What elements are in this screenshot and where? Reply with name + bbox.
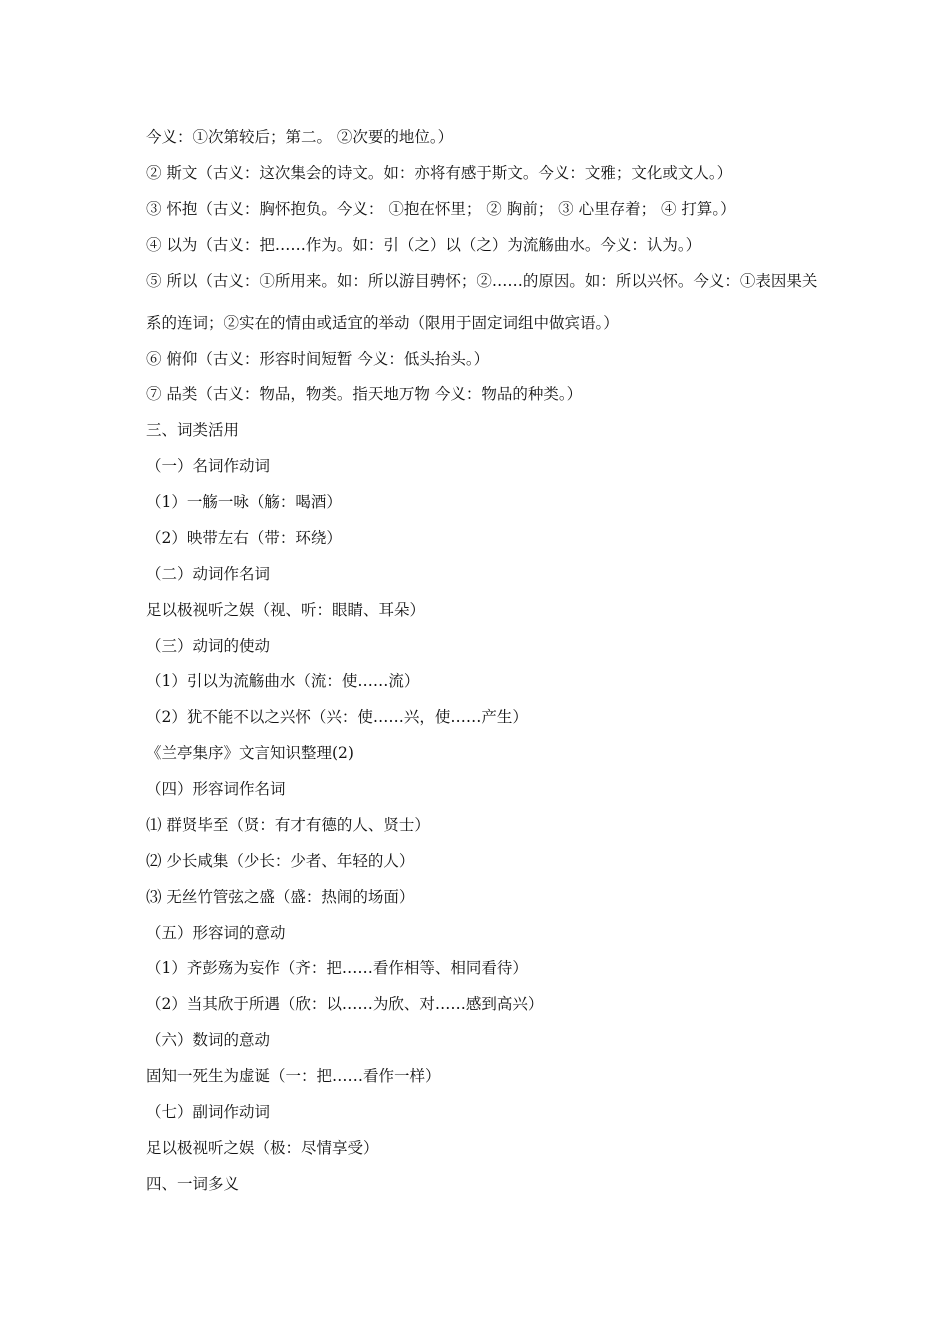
section-heading: 三、词类活用	[146, 421, 240, 439]
subsection-heading: （四）形容词作名词	[146, 780, 286, 798]
document-title: 《兰亭集序》文言知识整理(2)	[146, 744, 354, 762]
text-line: ⑥ 俯仰（古义：形容时间短暂 今义：低头抬头。）	[146, 350, 490, 368]
text-line: 今义：①次第较后；第二。 ②次要的地位。）	[146, 128, 454, 146]
text-line: （2）当其欣于所遇（欣：以……为欣、对……感到高兴）	[146, 995, 544, 1013]
subsection-heading: （三）动词的使动	[146, 637, 271, 655]
text-line: （2）映带左右（带：环绕）	[146, 529, 342, 547]
subsection-heading: （五）形容词的意动	[146, 924, 286, 942]
section-heading: 四、一词多义	[146, 1175, 240, 1193]
text-line: （2）犹不能不以之兴怀（兴：使……兴，使……产生）	[146, 708, 528, 726]
text-line: （1）引以为流觞曲水（流：使……流）	[146, 672, 420, 690]
subsection-heading: （六）数词的意动	[146, 1031, 271, 1049]
text-line: （1）齐彭殇为妄作（齐：把……看作相等、相同看待）	[146, 959, 528, 977]
text-line: 足以极视听之娱（极：尽情享受）	[146, 1139, 379, 1157]
text-line: ② 斯文（古义：这次集会的诗文。如：亦将有感于斯文。今义：文雅；文化或文人。）	[146, 164, 733, 182]
subsection-heading: （一）名词作动词	[146, 457, 271, 475]
text-line: 系的连词；②实在的情由或适宜的举动（限用于固定词组中做宾语。）	[146, 314, 619, 332]
subsection-heading: （二）动词作名词	[146, 565, 271, 583]
text-line: ⑶ 无丝竹管弦之盛（盛：热闹的场面）	[146, 888, 415, 906]
text-line: ④ 以为（古义：把……作为。如：引（之）以（之）为流觞曲水。今义：认为。）	[146, 236, 702, 254]
text-line: 固知一死生为虚诞（一：把……看作一样）	[146, 1067, 441, 1085]
text-line: ⑵ 少长咸集（少长：少者、年轻的人）	[146, 852, 415, 870]
text-line: ⑴ 群贤毕至（贤：有才有德的人、贤士）	[146, 816, 430, 834]
text-line: ⑤ 所以（古义：①所用来。如：所以游目骋怀；②……的原因。如：所以兴怀。今义：①表因果关	[146, 272, 818, 290]
text-line: ⑦ 品类（古义：物品，物类。指天地万物 今义：物品的种类。）	[146, 385, 583, 403]
subsection-heading: （七）副词作动词	[146, 1103, 271, 1121]
text-line: ③ 怀抱（古义：胸怀抱负。今义： ①抱在怀里； ② 胸前； ③ 心里存着； ④ 打算。）	[146, 200, 736, 218]
text-line: （1）一觞一咏（觞：喝酒）	[146, 493, 342, 511]
text-line: 足以极视听之娱（视、听：眼睛、耳朵）	[146, 601, 426, 619]
